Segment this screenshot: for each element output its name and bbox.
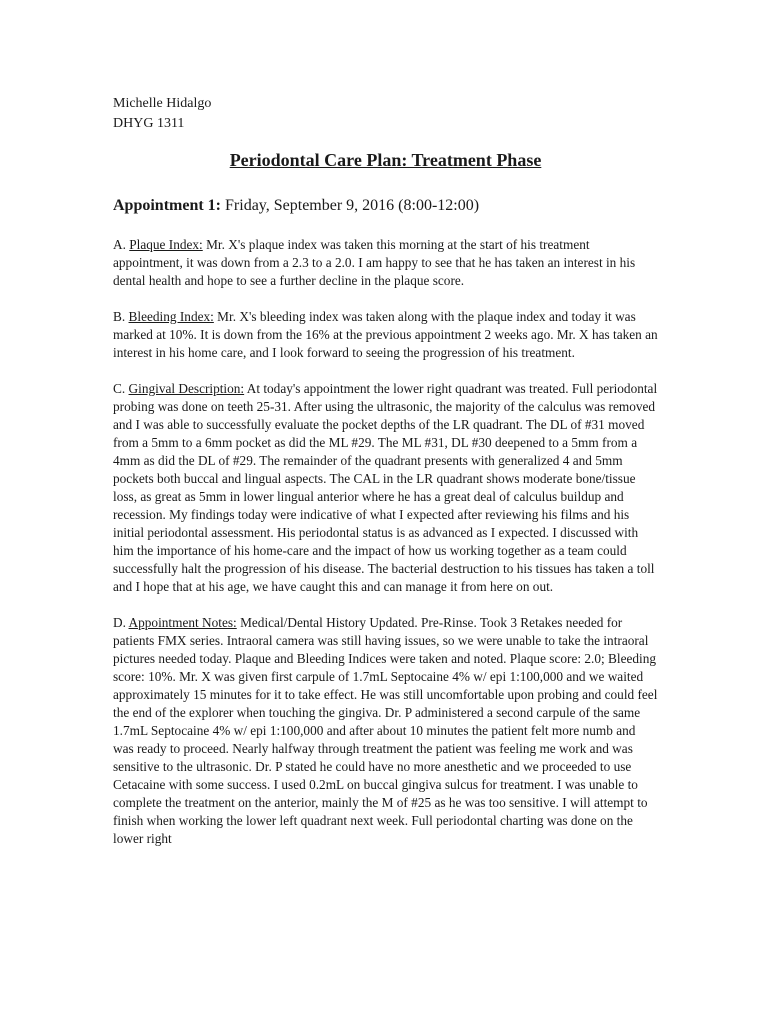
document-title [113,148,658,172]
document-page [113,94,658,846]
section-letter: B. [113,309,126,324]
section-appointment-notes [113,614,658,848]
section-letter: A. [113,237,126,252]
document-title-text: Periodontal Care Plan: Treatment Phase [229,150,542,170]
section-bleeding-index [113,308,658,362]
section-heading: Plaque Index: [129,237,203,252]
section-gingival-description [113,380,658,596]
section-text: Mr. X's plaque index was taken this morning at the start of his treatment appointment, it was down from a 2.3 to a 2.0. I am happy to see that he has taken an interest in his dental health and hope to see a further decline in the plaque score. [113,237,636,288]
section-text: At today's appointment the lower right quadrant was treated. Full periodontal probing was done on teeth 25-31. After using the ultrasonic, the majority of the calculus was removed and I was able to successfully evaluate the pocket depths of the LR quadrant. The DL of #31 moved from a 5mm to a 6mm pocket as did the ML #29. The ML #31, DL #30 deepened to a 5mm from a 4mm as did the DL of #29. The remainder of the quadrant presents with generalized 4 and 5mm pockets both buccal and lingual aspects. The CAL in the LR quadrant shows moderate bone/tissue loss, as great as 5mm in lower lingual anterior where he has a great deal of calculus buildup and recession. My findings today were indicative of what I expected after reviewing his films and his initial periodontal assessment. His periodontal status is as advanced as I expected. I discussed with him the importance of his home-care and the impact of how us working together as a team could successfully halt the progression of his disease. The bacterial destruction to his tissues has taken a toll and I hope that at his age, we have caught this and can manage it from here on out. [113,381,658,594]
appointment-line [113,195,479,217]
section-heading: Appointment Notes: [128,615,237,630]
section-text: Medical/Dental History Updated. Pre-Rinse. Took 3 Retakes needed for patients FMX series. Intraoral camera was still having issues, so we were unable to take the intraoral pictures needed today. Plaque and Bleeding Indices were taken and noted. Plaque score: 2.0; Bleeding score: 10%. Mr. X was given first carpule of 1.7mL Septocaine 4% w/ epi 1:100,000 and we waited approximately 15 minutes for it to take effect. He was still uncomfortable upon probing and could feel the end of the explorer when touching the gingiva. Dr. P administered a second carpule of the same 1.7mL Septocaine 4% w/ epi 1:100,000 and after about 10 minutes the patient felt more numb and was ready to proceed. Nearly halfway through treatment the patient was feeling me work and was sensitive to the ultrasonic. Dr. P stated he could have no more anesthetic and we proceeded to use Cetacaine with some success. I used 0.2mL on buccal gingiva sulcus for treatment. I was unable to complete the treatment on the anterior, mainly the M of #25 as he was too sensitive. I will attempt to finish when working the lower left quadrant next week. Full periodontal charting was done on the lower right [113,615,658,846]
appointment-date: Friday, September 9, 2016 (8:00-12:00) [225,197,480,214]
section-plaque-index [113,236,658,290]
section-letter: D. [113,615,126,630]
sections [113,236,658,866]
appointment-label: Appointment 1: [113,197,222,214]
course-code: DHYG 1311 [113,116,185,131]
author-name: Michelle Hidalgo [113,96,212,111]
section-heading: Gingival Description: [128,381,245,396]
section-heading: Bleeding Index: [128,309,214,324]
section-text: Mr. X's bleeding index was taken along with the plaque index and today it was marked at 10%. It is down from the 16% at the previous appointment 2 weeks ago. Mr. X has taken an interest in his home care, and I look forward to seeing the progression of his treatment. [113,309,658,360]
section-letter: C. [113,381,126,396]
